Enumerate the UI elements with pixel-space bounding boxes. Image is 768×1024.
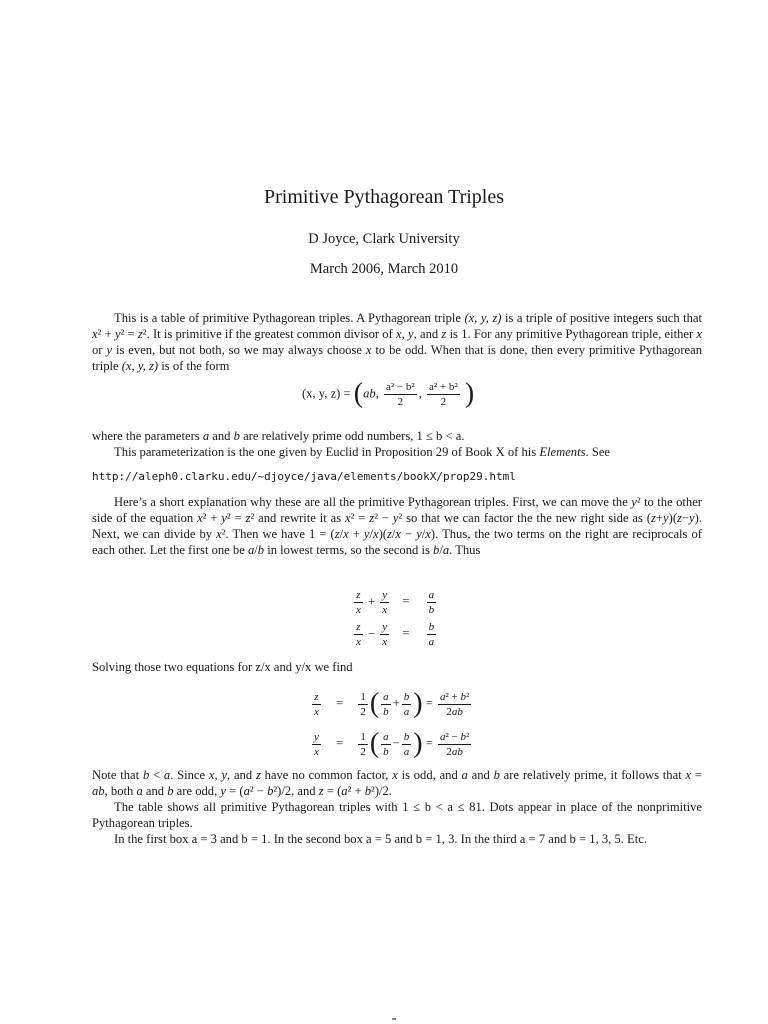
solution-z-over-x: $\frac{z}{x}$ = $\frac{1}{2}$ ( $\frac{a}{b}$ + $\frac{b}{a}$ ) = $\frac{\text{a² + b²}}{2ab}$: [314, 688, 470, 719]
reciprocal-equation-1: $\frac{z}{x}$ + $\frac{y}{x}$ = $\frac{a}{b}$: [356, 589, 435, 616]
solution-y-over-x: $\frac{y}{x}$ = $\frac{1}{2}$ ( $\frac{a}{b}$ − $\frac{b}{a}$ ) = $\frac{\text{a² − b²}}{2ab}$: [314, 728, 470, 759]
note-paragraph: Note that b < a. Since x, y, and z have no common factor, x is odd, and a and b are relatively prime, it follows that x = ab, both a and b are odd, y = (a² − b²)/2, and z = (a² + b²)/2.: [92, 768, 702, 798]
parameterization-equation: (x, y, z) = (ab, $\frac{\text{a² − b²}}{2}$ , $\frac{\text{a² + b²}}{2}$ ): [302, 378, 475, 409]
boxes-description-paragraph: In the first box a = 3 and b = 1. In the second box a = 5 and b = 1, 3. In the third a = 7 and b = 1, 3, 5. Etc.: [114, 832, 647, 846]
parameters-sentence: where the parameters a and b are relatively prime odd numbers, 1 ≤ b < a.: [92, 429, 465, 443]
intro-paragraph: This is a table of primitive Pythagorean triples. A Pythagorean triple (x, y, z) is a triple of positive integers such that x² + y² = z². It is primitive if the greatest common divisor of x, y, and z is 1. For any primitive Pythagorean triple, either x or y is even, but not both, so we may always choose x to be odd. When that is done, then every primitive Pythagorean triple (x, y, z) is of the form: [92, 311, 703, 373]
page-footer-mark: [392, 1018, 396, 1020]
author-line: D Joyce, Clark University: [308, 231, 460, 247]
reciprocal-equation-2: $\frac{z}{x}$ − $\frac{y}{x}$ = $\frac{b}{a}$: [356, 621, 435, 648]
euclid-url-link[interactable]: http://aleph0.clarku.edu/~djoyce/java/elements/bookX/prop29.html: [92, 470, 516, 483]
solving-sentence: Solving those two equations for z/x and y/x we find: [92, 660, 353, 674]
table-description-paragraph: The table shows all primitive Pythagorean triples with 1 ≤ b < a ≤ 81. Dots appear in place of the nonprimitive Pythagorean triples.: [92, 800, 702, 830]
page-title: Primitive Pythagorean Triples: [264, 186, 504, 208]
explanation-paragraph: Here’s a short explanation why these are all the primitive Pythagorean triples. First, we can move the y² to the other side of the equation x² + y² = z² and rewrite it as x² = z² − y² so that we can factor the the new right side as (z+y)(z−y). Next, we can divide by x². Then we have 1 = (z/x + y/x)(z/x − y/x). Thus, the two terms on the right are reciprocals of each other. Let the first one be a/b in lowest terms, so the second is b/a. Thus: [92, 495, 702, 557]
euclid-paragraph: This parameterization is the one given by Euclid in Proposition 29 of Book X of his Elements. See: [114, 445, 610, 459]
date-line: March 2006, March 2010: [309, 261, 459, 277]
